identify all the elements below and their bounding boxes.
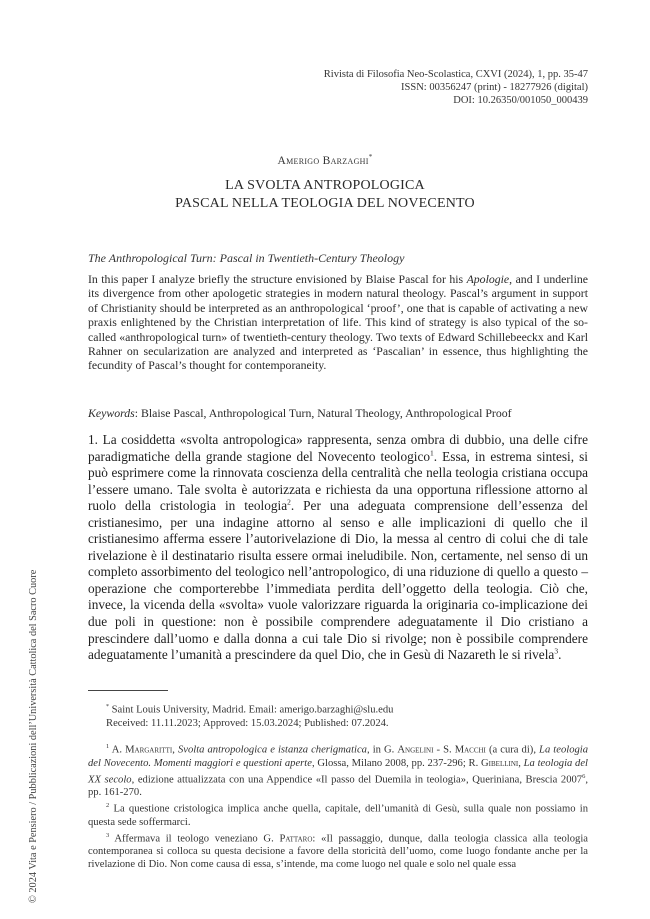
english-title: The Anthropological Turn: Pascal in Twentieth-Century Theology	[88, 251, 405, 265]
footnote-1-author-1: Margaritti	[125, 744, 173, 756]
author-footnote-mark: *	[368, 153, 373, 161]
affiliation-text: Saint Louis University, Madrid. Email: amerigo.barzaghi@slu.edu	[109, 704, 394, 716]
footnote-1-title-2: La teologia del Novecento. Momenti maggiori e questioni aperte	[88, 744, 589, 769]
body-paragraph	[88, 432, 588, 664]
author-line	[0, 153, 650, 167]
keywords	[88, 406, 588, 420]
footnote-divider	[88, 690, 168, 691]
footnote-1-author-3: Macchi	[454, 744, 486, 756]
footnote-ref-2: 2	[287, 497, 291, 507]
title-line-1: LA SVOLTA ANTROPOLOGICA	[225, 178, 425, 193]
copyright-sidebar: © 2024 Vita e Pensiero / Pubblicazioni dell’Università Cattolica del Sacro Cuore	[28, 569, 39, 903]
footnote-ref-3: 3	[554, 646, 559, 656]
footnote-1	[88, 740, 588, 799]
author-name: Amerigo Barzaghi	[277, 154, 369, 167]
footnote-3-text: Affermava il teologo veneziano G.	[109, 833, 280, 845]
footnote-3	[88, 829, 588, 872]
footnote-1-text: , in G.	[366, 744, 398, 756]
journal-header	[168, 68, 588, 107]
article-title	[0, 177, 650, 213]
footnote-2	[88, 799, 588, 829]
footnote-1-text: A.	[109, 744, 126, 756]
keywords-list: : Blaise Pascal, Anthropological Turn, Natural Theology, Anthropological Proof	[134, 406, 512, 420]
footnote-2-number: 2	[106, 802, 110, 810]
abstract-text-2: , and I underline its divergence from other apologetic strategies in modern natural theology. Pascal’s argument in support of Christianity should be interpreted as an anthropological ‘proof’, one that is capable of activating a new praxis enlightened by the Christian interpretation of life. This kind of strategy is also typical of the so-called «anthropological turn» of twentieth-century theology. Two texts of Edward Schillebeeckx and Karl Rahner on secularization are analyzed and interpreted as ‘Pascalian’ in essence, thus highlighting the fecundity of Pascal’s thought for contemporaneity.	[88, 272, 588, 373]
body-text-2: . Essa, in estrema sintesi, si può esprimere come la rinnovata coscienza della centralità che nella teologia cristiana occupa l’essere umano. Tale svolta è autorizzata e richiesta da una opportuna riflessione attorno al ruolo della cristologia in teologia	[88, 448, 588, 514]
footnote-1-text: , edizione attualizzata con una Appendice «Il passo del Duemila in teologia», Queriniana, Brescia 2007	[131, 774, 583, 786]
footnote-1-title-3: La teologia del XX secolo	[88, 757, 589, 786]
footnote-1-author-4: Gibellini	[481, 757, 519, 769]
footnote-1-text: , pp. 161-270.	[88, 774, 588, 799]
footnote-1-text: ,	[172, 744, 178, 756]
footnote-1-text: - S.	[433, 744, 455, 756]
keywords-label: Keywords	[88, 406, 135, 420]
body-text-4: .	[558, 647, 562, 663]
dates-line: Received: 11.11.2023; Approved: 15.03.2024; Published: 07.2024.	[106, 717, 389, 729]
footnote-ref-1: 1	[430, 448, 434, 458]
footnote-1-number: 1	[106, 743, 110, 750]
footnote-1-edition: 6	[582, 772, 586, 780]
affiliation-mark: *	[106, 704, 109, 710]
body-text-3: . Per una adeguata comprensione dell’essenza del cristianesimo, per una indagine attorno al senso e alle implicazioni di quello che il cristianesimo afferma essere l’autorivelazione di Dio, la messa al centro di colui che di tale rivelazione è il destinatario risulta essere ormai ineludibile. Non, certamente, nel senso di un completo assorbimento del teologico nell’antropologico, di una riduzione di quello a questo – operazione che comporterebbe l’immediata perdita dell’oggetto della teologia. Ciò che, invece, la vicenda della «svolta» vuole valorizzare riguarda la originaria co-implicazione dei due poli in questione: non è possibile comprendere adeguatamente il Dio cristiano a prescindere dall’uomo e dalla donna a cui tale Dio si rivolge; non è possibile comprendere adeguatamente l’umanità a prescindere da quel Dio, che in Gesù di Nazareth le si rivela	[88, 498, 588, 663]
footnote-1-text: ,	[518, 757, 524, 769]
title-line-2: PASCAL NELLA TEOLOGIA DEL NOVECENTO	[175, 196, 475, 211]
footnote-3-author: Pattaro	[279, 833, 313, 845]
journal-citation: Rivista di Filosofia Neo-Scolastica, CXVI (2024), 1, pp. 35-47	[323, 69, 588, 80]
body-text-1: 1. La cosiddetta «svolta antropologica» rappresenta, senza ombra di dubbio, una delle cifre paradigmatiche della grande stagione del Novecento teologico	[88, 432, 588, 464]
footnotes	[88, 740, 588, 871]
footnote-3-text: : «Il passaggio, dunque, dalla teologia classica alla teologia contemporanea si colloca su questa decisione a favore della storicità dell’uomo, come luogo fondante anche per la rivelazione di Dio. Non come causa di essa, s’intende, ma come luogo nel quale e solo nel quale essa	[88, 833, 588, 871]
footnote-1-text: (a cura di),	[485, 744, 540, 756]
footnote-2-text: La questione cristologica implica anche quella, capitale, dell’umanità di Gesù, sulla quale non possiamo in questa sede soffermarci.	[88, 803, 588, 828]
issn-line: ISSN: 00356247 (print) - 18277926 (digital)	[401, 82, 588, 93]
affiliation-line	[88, 701, 588, 717]
footnote-1-author-2: Angelini	[397, 744, 434, 756]
footnote-1-text: , Glossa, Milano 2008, pp. 237-296; R.	[311, 757, 482, 769]
footnote-3-number: 3	[106, 831, 110, 839]
abstract-text-1: In this paper I analyze briefly the structure envisioned by Blaise Pascal for his	[88, 272, 467, 286]
abstract-apologie: Apologie	[466, 272, 510, 286]
abstract	[88, 272, 588, 373]
footnote-1-title-1: Svolta antropologica e istanza cherigmatica	[177, 744, 367, 756]
affiliation-note	[88, 701, 588, 730]
doi-line: DOI: 10.26350/001050_000439	[453, 95, 588, 106]
